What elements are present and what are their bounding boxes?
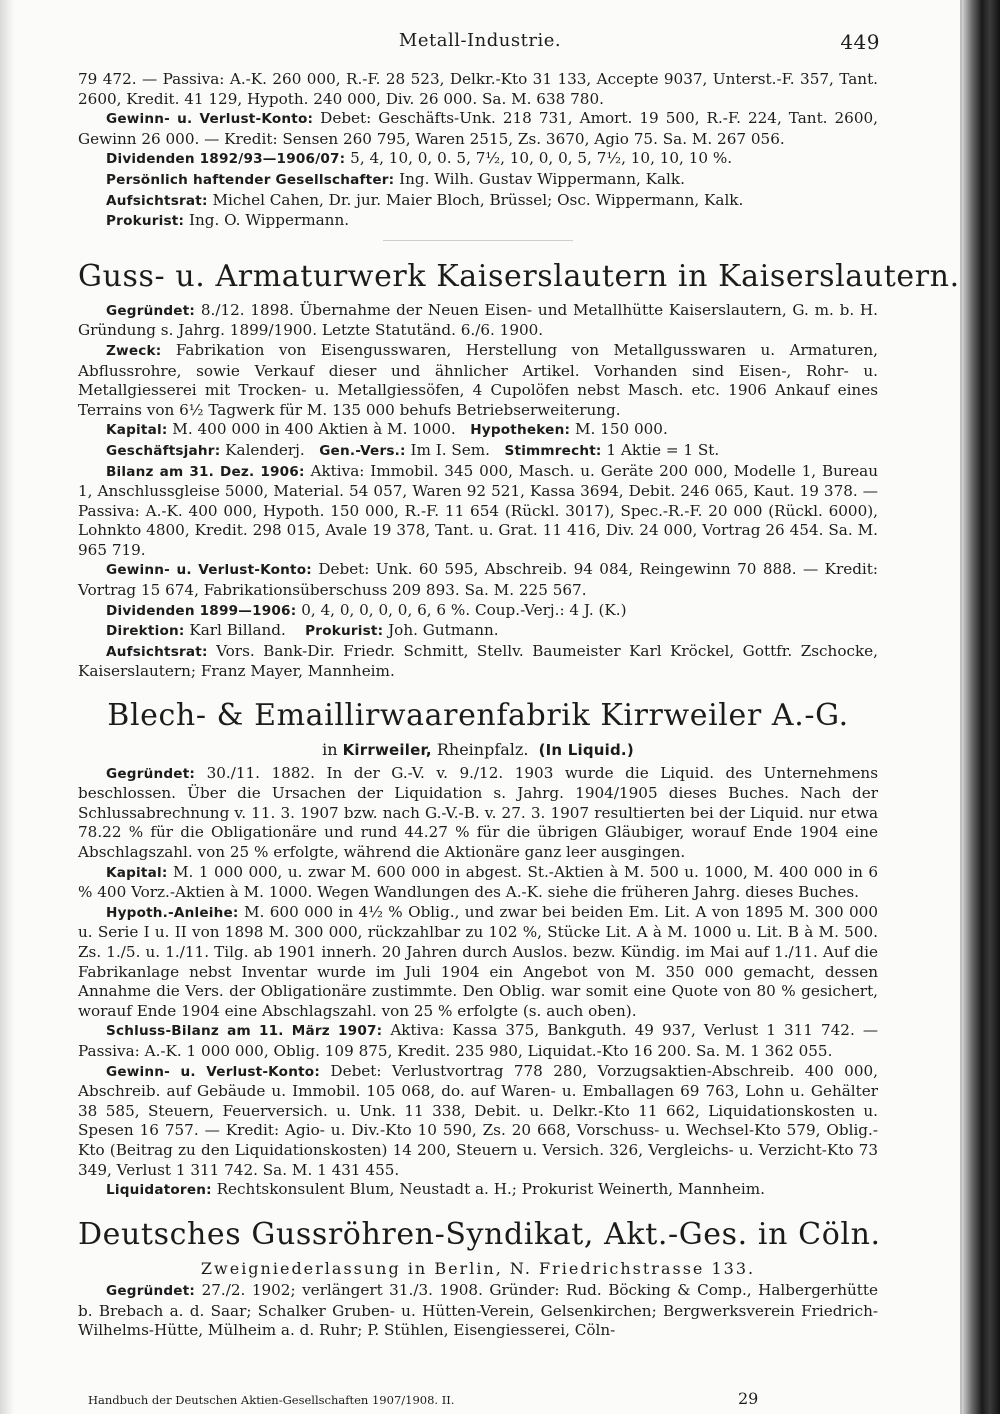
guss-gvk-entry xyxy=(78,560,878,600)
field-label: Dividenden 1892/93—1906/07: xyxy=(106,151,346,168)
field-label: Aufsichtsrat: xyxy=(106,192,208,209)
field-label: Hypoth.-Anleihe: xyxy=(106,904,239,921)
field-text: 1 Aktie = 1 St. xyxy=(606,440,720,459)
section-divider xyxy=(383,240,573,241)
field-label: Bilanz am 31. Dez. 1906: xyxy=(106,463,305,480)
page-edge-shadow xyxy=(0,0,14,1414)
guss-bilanz-entry xyxy=(78,462,878,561)
blech-gegr-entry xyxy=(78,764,878,863)
guss-gj-entry xyxy=(78,441,878,462)
field-text: Debet: Verlustvortrag 778 280, Vorzugsaktien-Abschreib. 400 000, Abschreib. auf Gebäude u. Immobil. 105 068, do. auf Waren- u. Emballagen 69 763, Lohn u. Gehälter 38 585, Steuern, Feuerversich. u. Unk. 11 338, Debit. u. Delkr.-Kto 11 662, Liquidationskosten u. Spesen 16 757. — Kredit: Agio- u. Div.-Kto 10 590, Zs. 20 668, Vorschuss- u. Wechsel-Kto 579, Oblig.-Kto (Beitrag zu den Liquidationskosten) 14 200, Steuern u. Versich. 326, Vergleichs- u. Verzicht-Kto 73 349, Verlust 1 311 742. Sa. M. 1 431 455. xyxy=(78,1061,878,1179)
book-spine xyxy=(960,0,1000,1414)
field-label: Gegründet: xyxy=(106,765,196,782)
field-text: M. 150 000. xyxy=(574,420,668,439)
field-label: Kapital: xyxy=(106,864,168,881)
field-label: Schluss-Bilanz am 11. März 1907: xyxy=(106,1023,383,1040)
sub-liquid: (In Liquid.) xyxy=(538,741,634,760)
blech-sb-entry xyxy=(78,1021,878,1061)
carry-prok-entry xyxy=(78,211,878,232)
field-text: Kalenderj. xyxy=(225,440,305,459)
field-text: Rechtskonsulent Blum, Neustadt a. H.; Prokurist Weinerth, Mannheim. xyxy=(216,1180,765,1199)
field-label: Geschäftsjahr: xyxy=(106,442,221,459)
guss-auf-entry xyxy=(78,642,878,682)
sheet-number: 29 xyxy=(738,1389,759,1408)
field-text: 30./11. 1882. In der G.-V. v. 9./12. 1903 wurde die Liquid. des Unternehmens beschlossen. Über die Ursachen der Liquidation s. Jahrg. 1904/1905 dieses Buches. Nach der Schlussabrechnung v. 11. 3. 1907 bzw. nach G.-V.-B. v. 27. 3. 1907 resultierten bei der Liquid. nur etwa 78.22 % für die Obligationäre und rund 44.27 % für die übrigen Gläubiger, worauf Ende 1904 eine Abschlagszahl. von 25 % erfolgte, während die Aktionäre ganz leer ausgingen. xyxy=(78,763,879,861)
field-text: Vors. Bank-Dir. Friedr. Schmitt, Stellv. Baumeister Karl Kröckel, Gottfr. Zschocke, Kaiserslautern; Franz Mayer, Mannheim. xyxy=(78,641,878,681)
field-label: Aufsichtsrat: xyxy=(106,643,208,660)
blech-subtitle xyxy=(78,740,878,761)
dgs-subtitle: Zweigniederlassung in Berlin, N. Friedrichstrasse 133. xyxy=(200,1258,756,1278)
field-label: Gewinn- u. Verlust-Konto: xyxy=(106,1063,320,1080)
field-label: Direktion: xyxy=(106,623,185,640)
carry-div-entry xyxy=(78,149,878,170)
guss-zweck-entry xyxy=(78,341,878,420)
field-text: M. 600 000 in 4½ % Oblig., und zwar bei beiden Em. Lit. A von 1895 M. 300 000 u. Serie I u. II von 1898 M. 300 000, rückzahlbar zu 102 %, Stücke Lit. A à M. 1000 u. Lit. B à M. 500. Zs. 1./5. u. 1./11. Tilg. ab 1901 innerh. 20 Jahren durch Auslos. bezw. Kündig. im Mai auf 1./11. Auf die Fabrikanlage nebst Inventar wurde im Juli 1904 ein Angebot von M. 350 000 gemacht, dessen Annahme die Vers. der Obligationäre zustimmte. Den Oblig. war somit eine Quote von 80 % gesichert, worauf Ende 1904 eine Abschlagszahl. von 25 % erfolgte (s. auch oben). xyxy=(78,902,879,1020)
guss-dir-entry xyxy=(78,621,878,642)
company-title-dgs: Deutsches Gussröhren-Syndikat, Akt.-Ges. in Cöln. xyxy=(78,1216,881,1252)
field-text: Aktiva: Kassa 375, Bankguth. 49 937, Verlust 1 311 742. — Passiva: A.-K. 1 000 000, Oblig. 109 875, Kredit. 235 980, Liquidat.-Kto 16 200. Sa. M. 1 362 055. xyxy=(78,1021,879,1060)
sub-in: in xyxy=(322,740,338,760)
page-number: 449 xyxy=(840,30,880,54)
carry-auf-entry xyxy=(78,191,878,212)
field-label: Liquidatoren: xyxy=(106,1182,212,1199)
field-label: Gewinn- u. Verlust-Konto: xyxy=(106,111,314,128)
field-text: Ing. Wilh. Gustav Wippermann, Kalk. xyxy=(399,169,685,188)
blech-liq-entry xyxy=(78,1180,878,1201)
blech-kapital-entry xyxy=(78,863,878,903)
guss-gegr-entry xyxy=(78,301,878,341)
field-label: Stimmrecht: xyxy=(504,442,602,459)
sub-region: Rheinpfalz. xyxy=(436,740,529,760)
field-label: Gegründet: xyxy=(106,302,196,319)
field-label: Persönlich haftender Gesellschafter: xyxy=(106,171,395,188)
field-text: Karl Billand. xyxy=(189,621,286,640)
page-content xyxy=(78,70,960,1341)
field-label: Gegründet: xyxy=(106,1283,196,1300)
field-text: 27./2. 1902; verlängert 31./3. 1908. Gründer: Rud. Böcking & Comp., Halbergerhütte b. Brebach a. d. Saar; Schalker Gruben- u. Hütten-Verein, Gelsenkirchen; Bergwerksverein Friedrich-Wilhelms-Hütte, Mülheim a. d. Ruhr; P. Stühlen, Eisengiesserei, Cöln- xyxy=(78,1281,878,1340)
field-text: Joh. Gutmann. xyxy=(388,621,499,640)
field-text: Im I. Sem. xyxy=(410,440,491,459)
field-label: Gewinn- u. Verlust-Konto: xyxy=(106,562,312,579)
field-label: Kapital: xyxy=(106,422,168,439)
header-title: Metall-Industrie. xyxy=(398,30,562,51)
field-text: M. 400 000 in 400 Aktien à M. 1000. xyxy=(172,420,456,439)
company-title-guss: Guss- u. Armaturwerk Kaiserslautern in Kaiserslautern. xyxy=(78,258,960,294)
field-text: Debet: Unk. 60 595, Abschreib. 94 084, Reingewinn 70 888. — Kredit: Vortrag 15 674, Fabrikationsüberschuss 209 893. Sa. M. 225 567. xyxy=(78,560,879,600)
field-text: Debet: Geschäfts-Unk. 218 731, Amort. 19 500, R.-F. 224, Tant. 2600, Gewinn 26 000. — Kredit: Sensen 260 795, Waren 2515, Zs. 3670, Agio 75. Sa. M. 267 056. xyxy=(78,109,879,148)
field-label: Zweck: xyxy=(106,342,162,359)
carry-pers-entry xyxy=(78,170,878,191)
dgs-gegr-entry xyxy=(78,1281,878,1341)
guss-div-entry xyxy=(78,601,878,622)
field-text: Michel Cahen, Dr. jur. Maier Bloch, Brüssel; Osc. Wippermann, Kalk. xyxy=(212,190,744,209)
field-label: Gen.-Vers.: xyxy=(319,442,406,459)
guss-kapital-entry xyxy=(78,420,878,441)
field-text: Aktiva: Immobil. 345 000, Masch. u. Geräte 200 000, Modelle 1, Bureau 1, Anschlussgleise 5000, Material. 54 057, Waren 92 521, Kassa 3694, Debit. 246 065, Kaut. 19 378. — Passiva: A.-K. 400 000, Hypoth. 150 000, R.-F. 11 654 (Rückl. 3017), Spec.-R.-F. 20 000 (Rückl. 6000), Lohnkto 4800, Kredit. 298 015, Avale 19 378, Tant. u. Grat. 11 416, Div. 24 000, Vortrag 26 454. Sa. M. 965 719. xyxy=(78,461,878,559)
footer-text: Handbuch der Deutschen Aktien-Gesellschaften 1907/1908. II. xyxy=(88,1393,455,1407)
field-text: 5, 4, 10, 0, 0. 5, 7½, 10, 0, 0, 5, 7½, 10, 10, 10 %. xyxy=(350,149,733,168)
running-header xyxy=(80,30,880,56)
carry-gv-entry xyxy=(78,109,878,149)
field-label: Hypotheken: xyxy=(470,422,571,439)
spine-edge-line xyxy=(960,0,962,1414)
field-label: Prokurist: xyxy=(305,623,384,640)
field-label: Dividenden 1899—1906: xyxy=(106,602,297,619)
field-text: 8./12. 1898. Übernahme der Neuen Eisen- und Metallhütte Kaiserslautern, G. m. b. H. Gründung s. Jahrg. 1899/1900. Letzte Statutänd. 6./6. 1900. xyxy=(78,300,879,340)
field-text: M. 1 000 000, u. zwar M. 600 000 in abgest. St.-Aktien à M. 500 u. 1000, M. 400 000 in 6 % 400 Vorz.-Aktien à M. 1000. Wegen Wandlungen des A.-K. siehe die früheren Jahrg. dieses Buches. xyxy=(78,862,879,902)
company-title-blech: Blech- & Emaillirwaarenfabrik Kirrweiler A.-G. xyxy=(107,698,849,734)
field-text: Ing. O. Wippermann. xyxy=(188,211,350,230)
blech-gvk-entry xyxy=(78,1062,878,1181)
sub-place: Kirrweiler, xyxy=(342,741,432,760)
carry-passiva: 79 472. — Passiva: A.-K. 260 000, R.-F. 28 523, Delkr.-Kto 31 133, Accepte 9037, Unterst.-F. 357, Tant. 2600, Kredit. 41 129, Hypoth. 240 000, Div. 26 000. Sa. M. 638 780. xyxy=(78,70,878,108)
blech-hyp-entry xyxy=(78,903,878,1022)
field-text: 0, 4, 0, 0, 0, 0, 6, 6 %. Coup.-Verj.: 4 J. (K.) xyxy=(301,600,627,619)
field-label: Prokurist: xyxy=(106,213,185,230)
page-footer xyxy=(88,1389,788,1413)
field-text: Fabrikation von Eisengusswaren, Herstellung von Metallgusswaren u. Armaturen, Abflussrohre, sowie Verkauf dieser und ähnlicher Artikel. Vorhanden sind Eisen-, Rohr- u. Metallgiesserei mit Trocken- u. Metallgiessöfen, 4 Cupolöfen nebst Masch. etc. 1906 Ankauf eines Terrains von 6½ Tagwerk für M. 135 000 behufs Betriebserweiterung. xyxy=(78,340,879,419)
